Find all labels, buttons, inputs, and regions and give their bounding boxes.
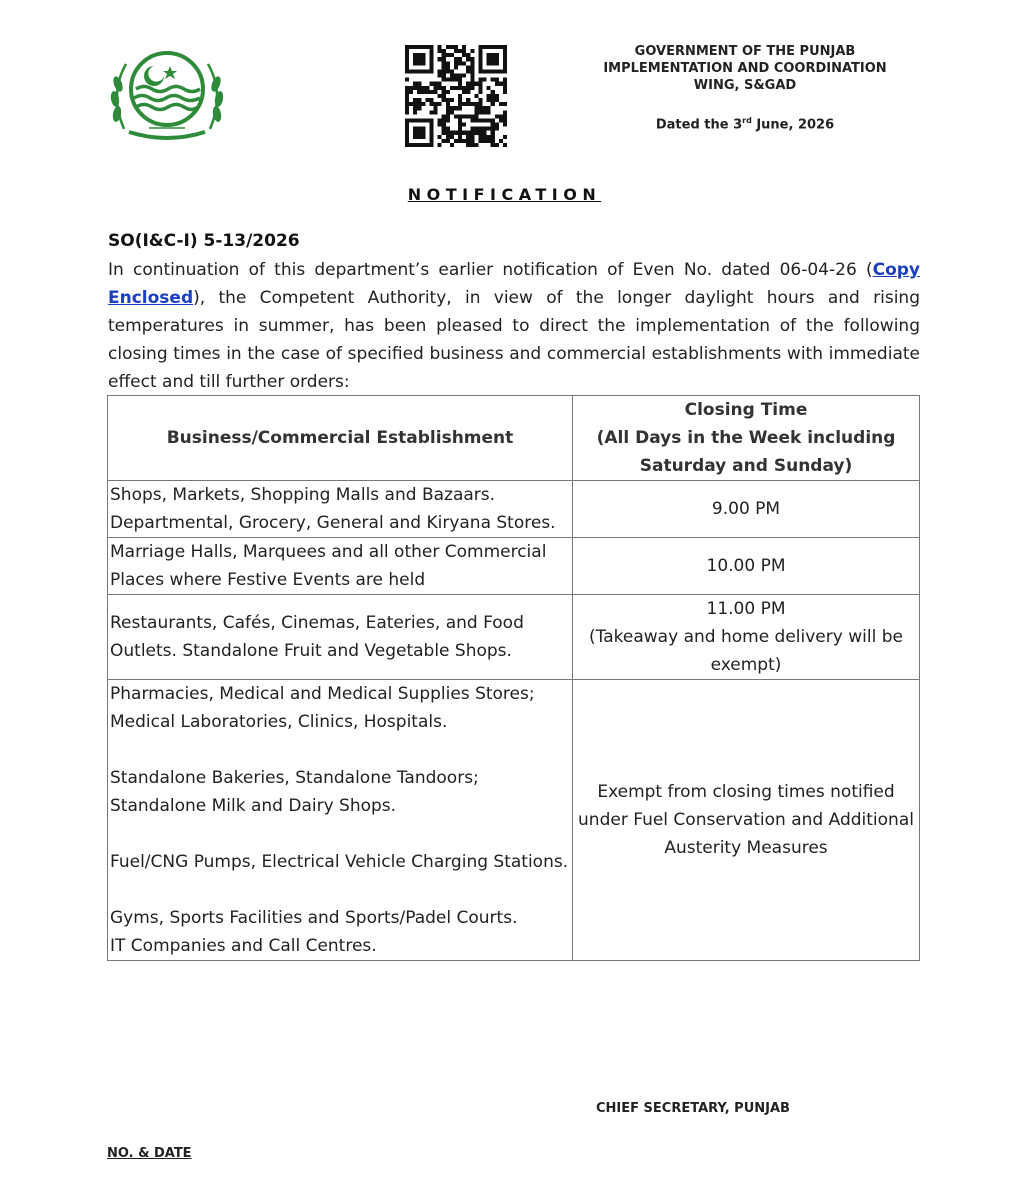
header-establishment: Business/Commercial Establishment <box>108 396 573 481</box>
qr-code <box>405 45 507 147</box>
closing-time-value: 11.00 PM <box>706 599 786 619</box>
table-header-row <box>108 396 920 481</box>
dated-suffix: June, 2026 <box>751 117 835 133</box>
closing-time-note: (Takeaway and home delivery will be exempt) <box>589 627 903 675</box>
notification-title: NOTIFICATION <box>407 185 602 204</box>
table-row <box>108 595 920 680</box>
no-and-date-label: NO. & DATE <box>107 1146 192 1161</box>
header-line-sgad: WING, S&GAD <box>693 78 797 93</box>
closing-time-cell <box>573 595 920 680</box>
dated-sup: rd <box>742 116 752 125</box>
body-text-start: In continuation of this department’s earlier notification of Even No. dated 06-04-26 ( <box>108 260 873 280</box>
establishment-group-it: IT Companies and Call Centres. <box>110 936 377 956</box>
establishment-cell: Marriage Halls, Marquees and all other Commercial Places where Festive Events are held <box>108 538 573 595</box>
establishment-group-gyms: Gyms, Sports Facilities and Sports/Padel Courts. <box>110 908 518 928</box>
establishment-cell <box>108 680 573 961</box>
establishment-group-medical: Pharmacies, Medical and Medical Supplies Stores; Medical Laboratories, Clinics, Hospitals. <box>110 684 535 732</box>
header-line-wing: IMPLEMENTATION AND COORDINATION <box>603 61 887 76</box>
reference-number: SO(I&C-I) 5-13/2026 <box>108 231 300 251</box>
table-row <box>108 680 920 961</box>
establishment-cell: Restaurants, Cafés, Cinemas, Eateries, and Food Outlets. Standalone Fruit and Vegetable Shops. <box>108 595 573 680</box>
closing-times-table <box>107 395 920 961</box>
header-closing-time-note: (All Days in the Week including Saturday and Sunday) <box>596 428 896 476</box>
dated-prefix: Dated the 3 <box>655 117 743 133</box>
establishment-group-fuel: Fuel/CNG Pumps, Electrical Vehicle Charging Stations. <box>110 852 569 872</box>
body-text-end: ), the Competent Authority, in view of the longer daylight hours and rising temperatures in summer, has been pleased to direct the implementation of the following closing times in the case of specified business and commercial establishments with immediate effect and till further orders: <box>108 288 920 392</box>
header-closing-time-title: Closing Time <box>684 400 808 420</box>
header-closing-time <box>573 396 920 481</box>
dated-line <box>580 116 910 132</box>
department-header <box>580 43 910 94</box>
header-line-government: GOVERNMENT OF THE PUNJAB <box>634 44 856 59</box>
signature-chief-secretary: CHIEF SECRETARY, PUNJAB <box>596 1101 790 1116</box>
table-row <box>108 481 920 538</box>
copy-enclosed-link[interactable]: Copy Enclosed <box>108 260 920 308</box>
establishment-group-bakeries: Standalone Bakeries, Standalone Tandoors; Standalone Milk and Dairy Shops. <box>110 768 479 816</box>
closing-time-cell: Exempt from closing times notified under Fuel Conservation and Additional Austerity Measures <box>573 680 920 961</box>
punjab-emblem-logo <box>104 44 230 144</box>
table-row <box>108 538 920 595</box>
establishment-cell: Shops, Markets, Shopping Malls and Bazaars. Departmental, Grocery, General and Kiryana Stores. <box>108 481 573 538</box>
closing-time-cell: 9.00 PM <box>573 481 920 538</box>
closing-time-cell: 10.00 PM <box>573 538 920 595</box>
notification-body <box>108 256 920 396</box>
